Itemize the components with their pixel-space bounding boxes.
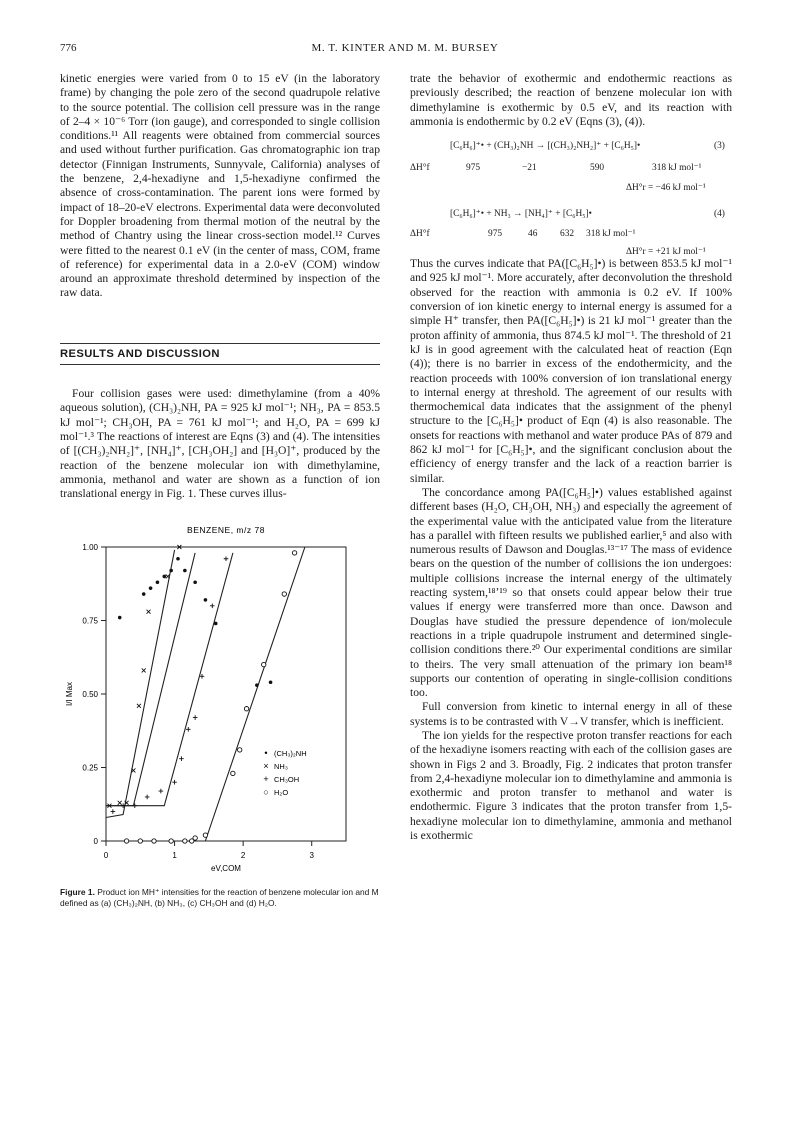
data-point-dot <box>204 599 208 603</box>
figure-1-chart <box>60 519 380 883</box>
eq3-result: ΔH°r = −46 kJ mol⁻¹ <box>626 183 706 194</box>
fit-line <box>106 553 195 806</box>
legend-marker: • <box>264 748 268 759</box>
eq4-value-2: 46 <box>528 229 538 240</box>
data-point-dot <box>183 569 187 573</box>
page-header <box>60 42 750 58</box>
y-tick-label: 0.75 <box>82 616 98 626</box>
data-point-dot <box>149 587 153 591</box>
legend-marker: × <box>263 761 269 772</box>
y-axis-label: I/I Max <box>65 682 74 707</box>
data-point-plus <box>210 604 215 609</box>
eq4-dh-label: ΔH°f <box>410 229 430 240</box>
data-point-dot <box>156 581 160 585</box>
data-point-plus <box>186 727 191 732</box>
results-paragraph: Four collision gases were used: dimethylamine (from a 40% aqueous solution), (CH₃)₂NH, PA = 925 kJ mol⁻¹; NH₃, PA = 853.5 kJ mol⁻¹; CH₃OH, PA = 761 kJ mol⁻¹; and H₂O, PA = 699 kJ mol⁻¹.³ The reactions of interest are Eqns (3) and (4). The intensities of [(CH₃)₂NH₂]⁺, [NH₄]⁺, [CH₃OH₂] and [H₃O]⁺, produced by the reaction of the benzene molecular ion with dimethylamine, ammonia, methanol and water are shown as a function of ion translational energy in Fig. 1. These curves illus- <box>60 387 380 501</box>
running-head-authors: M. T. KINTER AND M. M. BURSEY <box>311 42 499 54</box>
data-point-plus <box>224 557 229 562</box>
legend-marker: + <box>263 774 269 785</box>
data-point-plus <box>111 810 116 815</box>
eq3-value-1: 975 <box>466 163 481 174</box>
caption-label: Figure 1. <box>60 887 95 898</box>
right-paragraph-5: The ion yields for the respective proton transfer reactions for each of the hexadiyne isomers reacting with each of the collision gases are shown in Figs 2 and 3. Broadly, Fig. 2 indicates that proton transfer from 2,4-hexadiyne molecular ion to dimethylamine and ammonia is exothermic and proton transfer to methanol and water is endothermic. Figure 3 indicates that the proton transfer from 1,5-hexadiyne molecular ion to dimethylamine, ammonia and methanol is exothermic <box>410 728 732 843</box>
right-column <box>410 72 732 843</box>
data-point-dot <box>169 569 173 573</box>
data-point-circle <box>193 836 197 840</box>
data-point-dot <box>193 581 197 585</box>
eq3-value-2: −21 <box>522 163 537 174</box>
y-tick-label: 1.00 <box>82 543 98 553</box>
right-intro-paragraph: trate the behavior of exothermic and endothermic reactions as previously described; the reaction of benzene molecular ion with dimethylamine is exothermic by 0.5 eV, and its reaction with ammonia is endothermic by 0.2 eV (Eqns (3), (4)). <box>410 72 732 128</box>
eq4-value-4: 318 kJ mol⁻¹ <box>586 229 636 240</box>
caption-text: Product ion MH⁺ intensities for the reaction of benzene molecular ion and M defined as (a) (CH₃)₂NH, (b) NH₃, (c) CH₃OH and (d) H₂O. <box>60 887 379 908</box>
data-point-plus <box>133 804 138 809</box>
data-point-circle <box>262 663 266 667</box>
legend-label: CH₃OH <box>274 775 300 785</box>
legend-marker: ○ <box>263 787 269 798</box>
data-point-plus <box>193 716 198 721</box>
equation-3: [C₆H₆]⁺• + (CH₃)₂NH → [(CH₃)₂NH₂]⁺ + [C₆H₅]• <box>450 141 641 152</box>
data-point-dot <box>142 593 146 597</box>
data-point-dot <box>255 684 259 688</box>
data-point-plus <box>172 780 177 785</box>
page-number: 776 <box>60 42 77 54</box>
fit-line <box>106 553 233 806</box>
data-point-cross <box>147 610 151 614</box>
x-tick-label: 1 <box>172 851 177 861</box>
legend-label: NH₃ <box>274 762 288 772</box>
right-paragraph-4: Full conversion from kinetic to internal energy in all of these systems is to be contrasted with V→V transfer, which is inefficient. <box>410 700 732 728</box>
equation-3-number: (3) <box>714 141 725 152</box>
left-column <box>60 72 380 908</box>
figure-1-caption <box>60 887 380 908</box>
data-point-dot <box>269 681 273 685</box>
data-point-dot <box>176 557 180 561</box>
y-tick-label: 0 <box>93 837 98 847</box>
y-tick-label: 0.25 <box>82 763 98 773</box>
x-tick-label: 3 <box>309 851 314 861</box>
equation-4: [C₆H₆]⁺• + NH₃ → [NH₄]⁺ + [C₆H₅]• <box>450 209 592 220</box>
data-point-plus <box>145 795 150 800</box>
x-axis-label: eV,COM <box>211 864 241 874</box>
figure-1 <box>60 519 380 908</box>
eq3-value-4: 318 kJ mol⁻¹ <box>652 163 702 174</box>
data-point-cross <box>142 669 146 673</box>
equation-block <box>410 129 732 257</box>
data-point-circle <box>203 833 207 837</box>
data-point-cross <box>137 704 141 708</box>
data-point-dot <box>118 616 122 620</box>
eq4-value-3: 632 <box>560 229 575 240</box>
methods-paragraph: kinetic energies were varied from 0 to 15 eV (in the laboratory frame) by changing the pole zero of the second quadrupole relative to the source potential. The collision cell pressure was in the range of 2–4 × 10⁻⁶ Torr (ion gauge), and corresponded to single collision conditions.¹¹ All reagents were obtained from commercial sources and used without further purification. Gas chromatographic ion trap detector (Finnigan Instruments, Sunnyvale, California) analyses of the benzene, 2,4-hexadiyne and 1,5-hexadiyne confirmed the absence of cross-contamination. The parent ions were formed by impact of 18–20-eV electrons. Experimental data were deconvoluted for Doppler broadening from thermal motion of the neutral by the method of Chantry using the linear cross-section model.¹² Curves were fitted to the nearest 0.1 eV (in the center of mass, COM, frame of reference) for experimental data in a 2.0-eV (COM) window around an approximate threshold determined by inspection of the raw data. <box>60 72 380 300</box>
right-paragraph-2: Thus the curves indicate that PA([C₆H₅]•) is between 853.5 kJ mol⁻¹ and 925 kJ mol⁻¹. More accurately, after deconvolution the threshold observed for the reaction with ammonia is 0.2 eV. If 100% conversion of ion kinetic energy to internal energy is assumed for a simple H⁺ transfer, then PA([C₆H₅]•) is 21 kJ mol⁻¹ greater than the proton affinity of ammonia, thus 874.5 kJ mol⁻¹. The threshold of 21 kJ is in good agreement with the calculated heat of reaction (Eqn (4)); there is no barrier in excess of the endothermicity, and the reaction proceeds with 100% conversion of ion translational energy to internal energy at threshold. The agreement of our results with thermochemical data indicates that the assignment of the phenyl structure to the [C₆H₅]• product of Eqn (4) is also reasonable. The onsets for reactions with methanol and water produce PAs of 879 and 862 kJ mol⁻¹ for [C₆H₅]•, and the significant conclusion about the efficiency of energy transfer and the lack of a reaction barrier is similar. <box>410 257 732 485</box>
data-point-circle <box>244 707 248 711</box>
data-point-circle <box>292 551 296 555</box>
data-point-cross <box>118 801 122 805</box>
data-point-dot <box>214 622 218 626</box>
data-point-circle <box>238 748 242 752</box>
chart-title: BENZENE, m/z 78 <box>187 525 265 536</box>
x-tick-label: 2 <box>240 851 246 861</box>
eq3-dh-label: ΔH°f <box>410 163 430 174</box>
eq4-result: ΔH°r = +21 kJ mol⁻¹ <box>626 247 706 258</box>
data-point-plus <box>179 757 184 762</box>
x-tick-label: 0 <box>103 851 109 861</box>
legend-label: H₂O <box>274 788 289 798</box>
data-point-circle <box>231 772 235 776</box>
y-tick-label: 0.50 <box>82 690 98 700</box>
data-point-circle <box>124 839 128 843</box>
data-point-circle <box>152 839 156 843</box>
data-point-circle <box>138 839 142 843</box>
equation-4-number: (4) <box>714 209 725 220</box>
data-point-circle <box>169 839 173 843</box>
plot-frame <box>106 547 346 841</box>
legend-label: (CH₃)₂NH <box>274 749 307 759</box>
eq4-value-1: 975 <box>488 229 503 240</box>
right-paragraph-3: The concordance among PA([C₆H₅]•) values established against different bases (H₂O, CH₃OH, NH₃) and especially the agreement of the experimental value with the anticipated value from the literature has a parallel with fifteen results we published earlier,⁵ and also with numerous results of Dawson and Douglas.¹³⁻¹⁷ The mass of evidence bears on the question of the number of collisions the ion undergoes: multiple collisions increase the internal energy of the ultimately reacting system,¹⁸ʼ¹⁹ so that onsets could appear below their true values if energy were transferred more than once. Dawson and Douglas have studied the pressure dependence of ion/molecule reactions in a triple quadrupole instrument and determined single-collision conditions there.²⁰ Our experimental conditions are similar to theirs. The very small attenuation of the primary ion beam¹⁸ supports our contention of operating in single-collision conditions too. <box>410 485 732 700</box>
data-point-plus <box>159 789 164 794</box>
section-heading: RESULTS AND DISCUSSION <box>60 343 380 365</box>
data-point-dot <box>162 575 166 579</box>
data-point-circle <box>183 839 187 843</box>
eq3-value-3: 590 <box>590 163 605 174</box>
data-point-circle <box>282 592 286 596</box>
